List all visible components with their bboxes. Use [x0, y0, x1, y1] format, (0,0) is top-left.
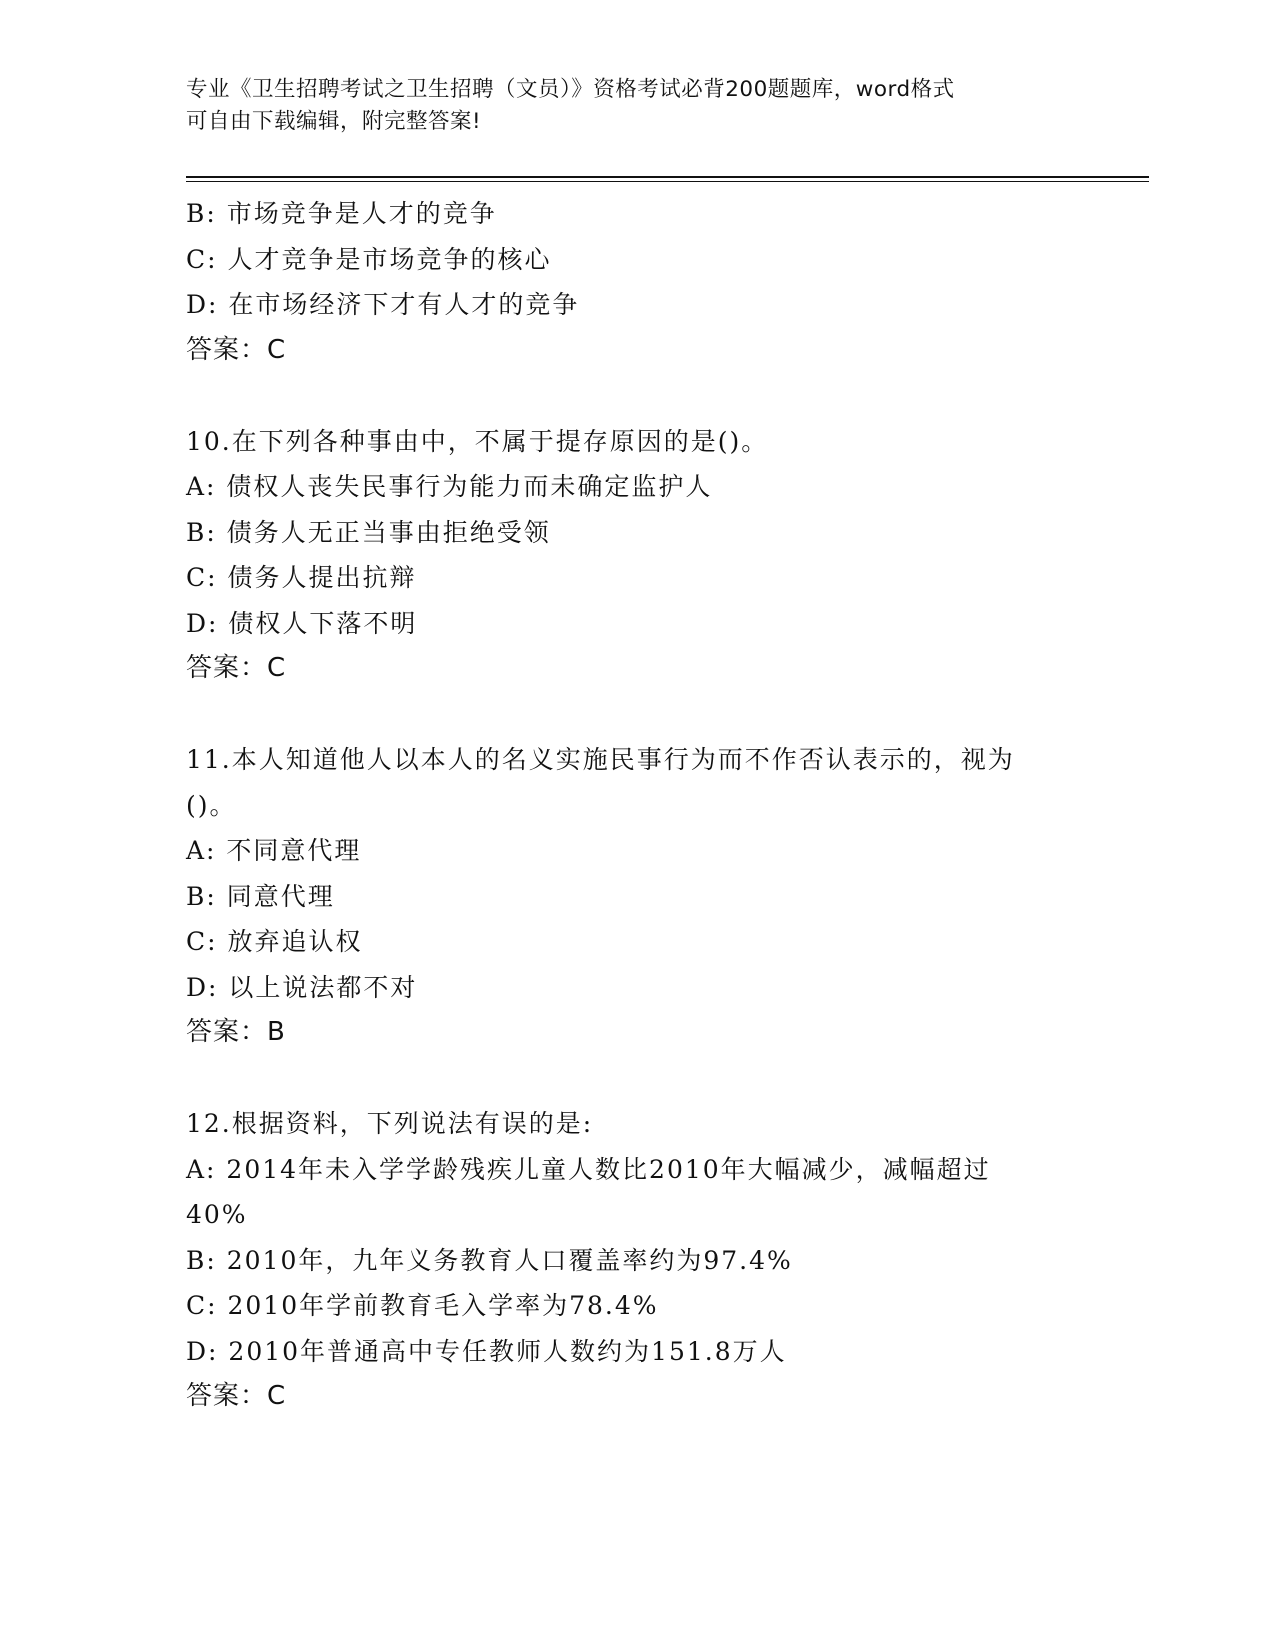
- option-a: A: 2014年未入学学龄残疾儿童人数比2010年大幅减少，减幅超过: [186, 1154, 991, 1184]
- option-b: B: 市场竞争是人才的竞争: [186, 199, 497, 228]
- option-b: B: 2010年，九年义务教育人口覆盖率约为97.4%: [186, 1245, 793, 1275]
- option-d: D: 以上说法都不对: [186, 972, 418, 1002]
- spacer: [186, 692, 1086, 738]
- option-a-continued: 40%: [186, 1200, 248, 1229]
- question-text: 10.在下列各种事由中，不属于提存原因的是()。: [186, 426, 769, 456]
- header-title-line-1: 专业《卫生招聘考试之卫生招聘（文员）》资格考试必背200题题库，word格式: [186, 77, 955, 102]
- option-c: C: 2010年学前教育毛入学率为78.4%: [186, 1291, 659, 1320]
- spacer: [186, 373, 1086, 419]
- option-c: C: 债务人提出抗辩: [186, 563, 417, 592]
- option-d: D: 债权人下落不明: [186, 608, 418, 638]
- option-b: B: 债务人无正当事由拒绝受领: [186, 517, 551, 547]
- question-block-9: [186, 191, 1086, 373]
- question-list: [186, 191, 1086, 1420]
- option-a: A: 不同意代理: [186, 836, 362, 865]
- answer-label: 答案：C: [186, 653, 287, 683]
- answer-label: 答案：B: [186, 1017, 286, 1047]
- document-header: [186, 74, 1066, 138]
- option-c: C: 放弃追认权: [186, 927, 363, 956]
- option-c: C: 人才竞争是市场竞争的核心: [186, 244, 552, 274]
- question-text: 11.本人知道他人以本人的名义实施民事行为而不作否认表示的，视为: [186, 745, 1015, 774]
- header-title-line-2: 可自由下载编辑，附完整答案!: [186, 109, 482, 134]
- answer-label: 答案：C: [186, 334, 287, 365]
- spacer: [186, 1056, 1086, 1102]
- question-text-continued: ()。: [186, 790, 237, 820]
- question-block-11: [186, 737, 1086, 1056]
- option-a: A: 债权人丧失民事行为能力而未确定监护人: [186, 472, 713, 501]
- option-d: D: 2010年普通高中专任教师人数约为151.8万人: [186, 1336, 787, 1366]
- question-block-12: [186, 1101, 1086, 1420]
- option-d: D: 在市场经济下才有人才的竞争: [186, 290, 580, 319]
- answer-label: 答案：C: [186, 1381, 287, 1411]
- question-text: 12.根据资料，下列说法有误的是:: [186, 1109, 594, 1138]
- header-divider-thin: [186, 181, 1149, 182]
- question-block-10: [186, 419, 1086, 692]
- option-b: B: 同意代理: [186, 881, 335, 911]
- header-divider-thick: [186, 176, 1149, 178]
